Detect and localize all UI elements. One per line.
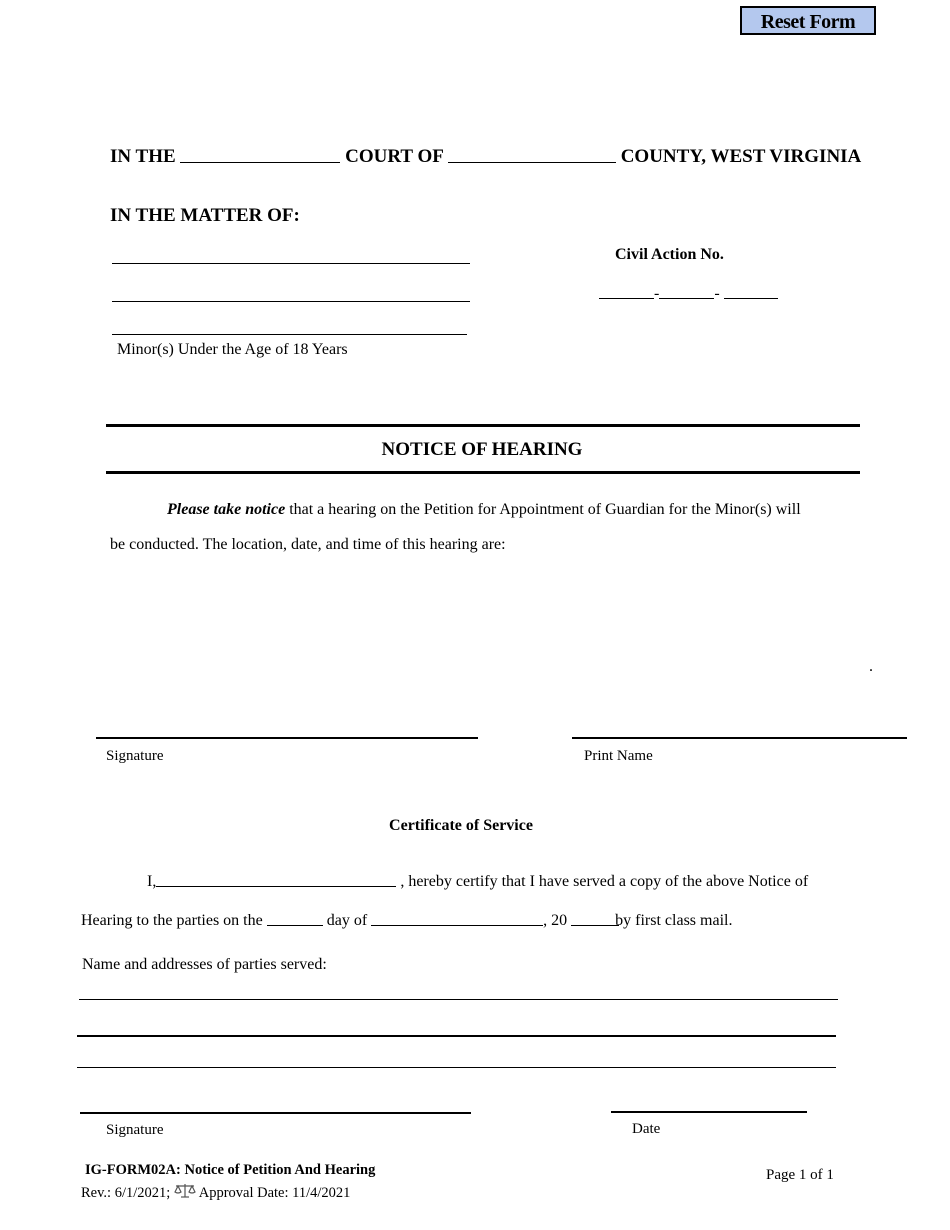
certify-i-label: I,: [147, 873, 157, 890]
notice-text-1: that a hearing on the Petition for Appointment of Guardian for the Minor(s) will: [285, 501, 801, 518]
form-id: IG-FORM02A: Notice of Petition And Hearing: [85, 1162, 376, 1178]
parties-field-3[interactable]: [77, 1067, 836, 1068]
parties-field-2[interactable]: [77, 1035, 836, 1037]
approval-date: Approval Date: 11/4/2021: [198, 1185, 351, 1201]
certify-line: [147, 873, 808, 891]
title-rule-bottom: [106, 471, 860, 474]
signature-field[interactable]: [96, 737, 478, 739]
civil-action-part-1[interactable]: [599, 297, 654, 299]
service-date-line: [81, 912, 732, 930]
civil-action-sep-2: -: [714, 285, 720, 302]
matter-of-heading: IN THE MATTER OF:: [110, 205, 300, 226]
service-month-field[interactable]: [371, 924, 543, 926]
revision-date: Rev.: 6/1/2021;: [81, 1185, 171, 1201]
civil-action-label: Civil Action No.: [615, 246, 724, 263]
certificate-title: Certificate of Service: [389, 817, 533, 834]
civil-action-part-2[interactable]: [659, 297, 714, 299]
year-prefix: , 20: [543, 912, 568, 929]
certificate-date-label: Date: [632, 1121, 661, 1137]
signature-label: Signature: [106, 748, 164, 764]
county-name-field[interactable]: [448, 161, 616, 163]
certificate-signature-label: Signature: [106, 1122, 164, 1138]
certificate-signature-field[interactable]: [80, 1112, 471, 1114]
minor-name-field-1[interactable]: [112, 263, 470, 264]
notice-line-1: [167, 501, 801, 519]
certifier-name-field[interactable]: [156, 885, 396, 887]
day-of-text: day of: [326, 912, 368, 929]
civil-action-part-3[interactable]: [724, 297, 778, 299]
caption-county: COUNTY, WEST VIRGINIA: [620, 146, 862, 167]
print-name-label: Print Name: [584, 748, 653, 764]
page-number: Page 1 of 1: [766, 1167, 834, 1183]
parties-label: Name and addresses of parties served:: [82, 956, 327, 973]
minor-name-field-3[interactable]: [112, 334, 467, 335]
stray-mark: .: [869, 658, 873, 675]
notice-line-2: be conducted. The location, date, and time of this hearing are:: [110, 536, 506, 553]
minor-label: Minor(s) Under the Age of 18 Years: [117, 341, 348, 358]
hearing-details-field[interactable]: [110, 570, 850, 690]
hearing-text: Hearing to the parties on the: [81, 912, 263, 929]
scales-of-justice-icon: [174, 1183, 196, 1204]
certificate-date-field[interactable]: [611, 1111, 807, 1113]
court-name-field[interactable]: [180, 161, 340, 163]
civil-action-sep-1: -: [654, 285, 660, 302]
minor-name-field-2[interactable]: [112, 301, 470, 302]
service-day-field[interactable]: [267, 924, 323, 926]
civil-action-number: [599, 285, 778, 303]
print-name-field[interactable]: [572, 737, 907, 739]
certify-text: , hereby certify that I have served a copy of the above Notice of: [400, 873, 809, 890]
notice-emphasis: Please take notice: [167, 501, 286, 518]
title-rule-top: [106, 424, 860, 427]
court-caption: [110, 146, 861, 168]
caption-court-of: COURT OF: [345, 146, 444, 167]
parties-field-1[interactable]: [79, 999, 838, 1000]
mail-text: by first class mail.: [615, 912, 733, 929]
revision-line: [81, 1183, 350, 1204]
caption-in-the: IN THE: [110, 146, 176, 167]
service-year-field[interactable]: [571, 924, 619, 926]
page-title: NOTICE OF HEARING: [381, 439, 583, 460]
reset-form-button[interactable]: Reset Form: [740, 6, 876, 35]
